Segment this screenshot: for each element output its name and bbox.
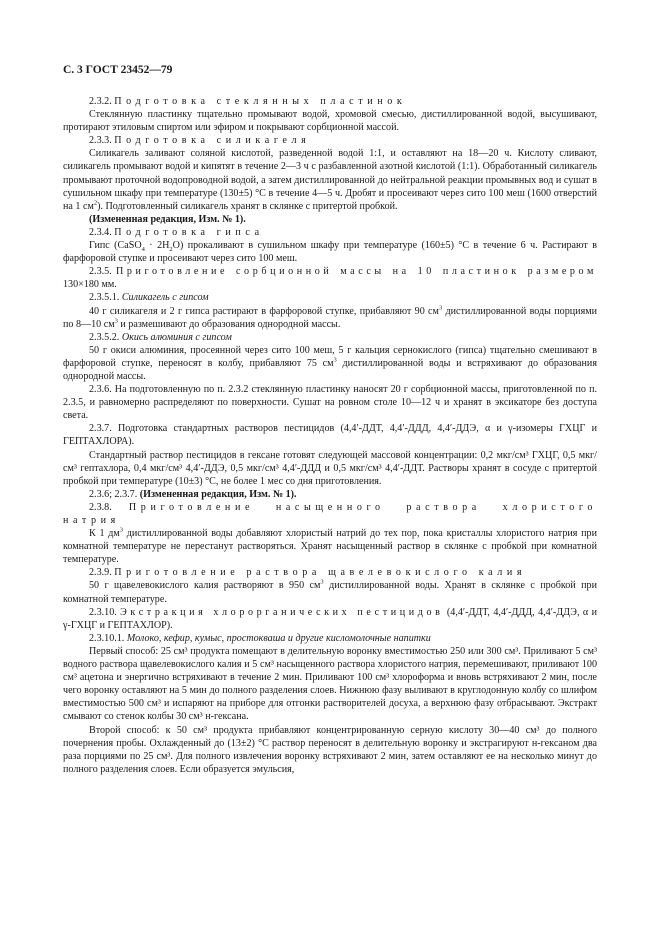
section-2-3-9-heading — [63, 566, 597, 579]
section-title: Силикагель с гипсом — [121, 292, 209, 304]
section-number: 2.3.5. — [89, 266, 112, 278]
section-2-3-2-text: Стеклянную пластинку тщательно промывают водой, хромовой смесью, дистиллированной водой, высушивают, протирают этиловым спиртом или эфиром и покрывают сорбционной массой. — [63, 109, 597, 134]
text-part: 40 г силикагеля и 2 г гипса растирают в фарфоровой ступке, прибавляют 90 см — [89, 305, 439, 317]
section-number: 2.3.5.2. — [89, 331, 120, 343]
section-number: 2.3.4. — [89, 226, 112, 238]
section-2-3-2-heading — [63, 95, 597, 108]
text-part: O) прокаливают в сушильном шкафу при температуре (160±5) °С в течение 6 ч. Растирают в фарфоровой ступке и просеивают через сито 100 меш. — [63, 240, 597, 265]
section-title: Молоко, кефир, кумыс, простокваша и другие кисломолочные напитки — [126, 632, 431, 644]
page-header: С. 3 ГОСТ 23452—79 — [63, 64, 173, 76]
plate-size: 130×180 мм. — [63, 279, 117, 291]
section-number: 2.3.3. — [89, 135, 112, 147]
document-page — [63, 64, 597, 776]
section-2-3-10-heading — [63, 606, 597, 632]
section-number: 2.3.8. — [89, 501, 112, 513]
section-2-3-10-1-heading — [63, 632, 597, 645]
section-2-3-6-text: 2.3.6. На подготовленную по п. 2.3.2 стеклянную пластинку наносят 20 г сорбционной массы, приготовленной по п. 2.3.5, и равномерно распределяют по поверхности. Сушат на ровном столе 10—12 ч и хранят в эксикаторе без доступа света. — [63, 384, 597, 422]
edit-note-prefix: 2.3.6; 2.3.7. — [89, 488, 138, 500]
superscript: 3 — [119, 526, 123, 534]
section-title: Приготовление насыщенного раствора хлористого натрия — [63, 501, 597, 526]
section-title: Приготовление раствора щавелевокислого калия — [114, 567, 527, 579]
section-2-3-8-heading — [63, 501, 597, 527]
section-title: Экстракция хлорорганических пестицидов — [120, 606, 444, 618]
section-2-3-4-heading — [63, 226, 597, 239]
section-2-3-5-heading — [63, 265, 597, 291]
text-part: Силикагель заливают соляной кислотой, разведенной водой 1:1, и оставляют на 18—20 ч. Кислоту сливают, силикагель промывают водой и кипятят в течение 2—3 ч с разбавленной азотной кислотой (1:1). Обработанный силикагель промывают проточной водопроводной водой, а затем дистиллированной до нейтральной реакции промывных вод и сушат в сушильном шкафу при температуре (130±5) °С в течение 4—5 ч. Дробят и просеивают через сито 100 меш (1600 отверстий на 1 см — [63, 148, 597, 212]
text-part: ). Подготовленный силикагель хранят в склянке с притертой пробкой. — [97, 200, 398, 212]
text-part: Гипс (CaSO — [89, 240, 142, 252]
subscript: 2 — [169, 246, 173, 254]
section-number: 2.3.10. — [89, 606, 117, 618]
superscript: 2 — [93, 199, 98, 207]
section-number: 2.3.2. — [89, 96, 112, 107]
subscript: 4 — [141, 246, 145, 254]
section-title-rest: (4,4′-ДДТ, 4,4′-ДДД, 4,4′-ДДЭ, α и γ-ГХЦГ и ГЕПТАХЛОР). — [63, 606, 597, 631]
section-title: Приготовление сорбционной массы на 10 пластинок размером — [116, 266, 597, 278]
text-part: 50 г щавелевокислого калия растворяют в 950 см — [89, 580, 321, 592]
text-part: · 2H — [144, 240, 170, 252]
text-part: дистиллированной воды и встряхивают до образования однородной массы. — [63, 357, 597, 382]
superscript: 3 — [333, 356, 337, 364]
section-2-3-3-text — [63, 147, 597, 212]
section-title: Подготовка стеклянных пластинок — [114, 96, 407, 107]
text-part: К 1 дм — [89, 528, 120, 540]
section-2-3-5-2-text — [63, 344, 597, 383]
section-number: 2.3.10.1. — [89, 632, 125, 644]
section-title: Окись алюминия с гипсом — [121, 331, 232, 343]
edit-note-label: (Измененная редакция, Изм. № 1). — [139, 488, 297, 500]
section-2-3-9-text — [63, 579, 597, 605]
section-2-3-7-text: Стандартный раствор пестицидов в гексане готовят следующей массовой концентрации: 0,2 мкг/см³ ГХЦГ, 0,5 мкг/см³ гептахлора, 0,4 мкг/см³ 4,4′-ДДЭ, 0,5 мкг/см³ 4,4′-ДДД и 0,5 мкг/см³ 4,4′-ДДТ. Растворы хранят в сосуде с притертой пробкой при температуре (10±3) °С, не более 1 мес со дня приготовления. — [63, 449, 597, 487]
text-part: дистиллированной воды. Хранят в склянке с пробкой при комнатной температуре. — [63, 580, 597, 605]
section-2-3-5-1-heading — [63, 291, 597, 304]
text-part: и размешивают до образования однородной массы. — [117, 318, 341, 330]
text-part: дистиллированной воды добавляют хлористый натрий до тех пор, пока кристаллы хлористого натрия при комнатной температуре не перестанут растворяться. Хранят насыщенный раствор в склянке с пробкой при комнатной температуре. — [63, 528, 597, 566]
text-part: дистиллированной воды порциями по 8—10 см — [63, 305, 598, 330]
superscript: 3 — [438, 304, 443, 312]
edit-note — [63, 488, 597, 501]
edit-note: (Измененная редакция, Изм. № 1). — [89, 213, 246, 225]
section-2-3-3-heading — [63, 134, 597, 147]
text-part: 50 г окиси алюминия, просеянной через сито 100 меш, 5 г кальция сернокислого (гипса) тщательно смешивают в фарфоровой ступке, переносят в колбу, прибавляют 75 см — [63, 344, 597, 369]
section-2-3-4-text — [63, 239, 597, 265]
superscript: 3 — [320, 579, 324, 587]
section-2-3-8-text — [63, 527, 597, 566]
section-2-3-5-2-heading — [63, 331, 597, 344]
section-2-3-5-1-text — [63, 305, 597, 331]
section-2-3-10-1-text: Первый способ: 25 см³ продукта помещают в делительную воронку вместимостью 250 или 300 см³. Приливают 5 см³ водного раствора щавелевокислого калия и 5 см³ насыщенного раствора хлористого натрия, перемешивают, приливают 100 см³ ацетона и энергично встряхивают в течение 2 мин. Приливают 100 см³ хлороформа и вновь встряхивают 2 мин, после чего воронку оставляют на 5 мин до полного разделения слоев. Нижнюю фазу выливают в круглодонную колбу со шлифом вместимостью 500 см³ и испаряют на приборе для отгонки растворителей досуха, а верхнюю фазу отбрасывают. Экстракт смывают со стенок колбы 30 см³ н-гексана. — [63, 645, 597, 723]
section-2-3-10-1-text-2: Второй способ: к 50 см³ продукта прибавляют концентрированную серную кислоту 30—40 см³ до полного почернения пробы. Охлажденный до (13±2) °С раствор переносят в делительную воронку и экстрагируют н-гексаном два раза порциями по 25 см³. Для полного извлечения воронку встряхивают 2 мин, затем оставляют ее на несколько минут до полного разделения слоев. Если образуется эмульсия, — [63, 724, 597, 775]
section-2-3-7-heading: 2.3.7. Подготовка стандартных растворов пестицидов (4,4′-ДДТ, 4,4′-ДДД, 4,4′-ДДЭ, α и γ-изомеры ГХЦГ и ГЕПТАХЛОРА). — [63, 423, 597, 448]
superscript: 3 — [114, 317, 118, 325]
section-title: Подготовка гипса — [114, 226, 264, 238]
section-number: 2.3.9. — [89, 567, 112, 579]
section-title: Подготовка силикагеля — [114, 135, 311, 147]
section-number: 2.3.5.1. — [89, 292, 120, 304]
